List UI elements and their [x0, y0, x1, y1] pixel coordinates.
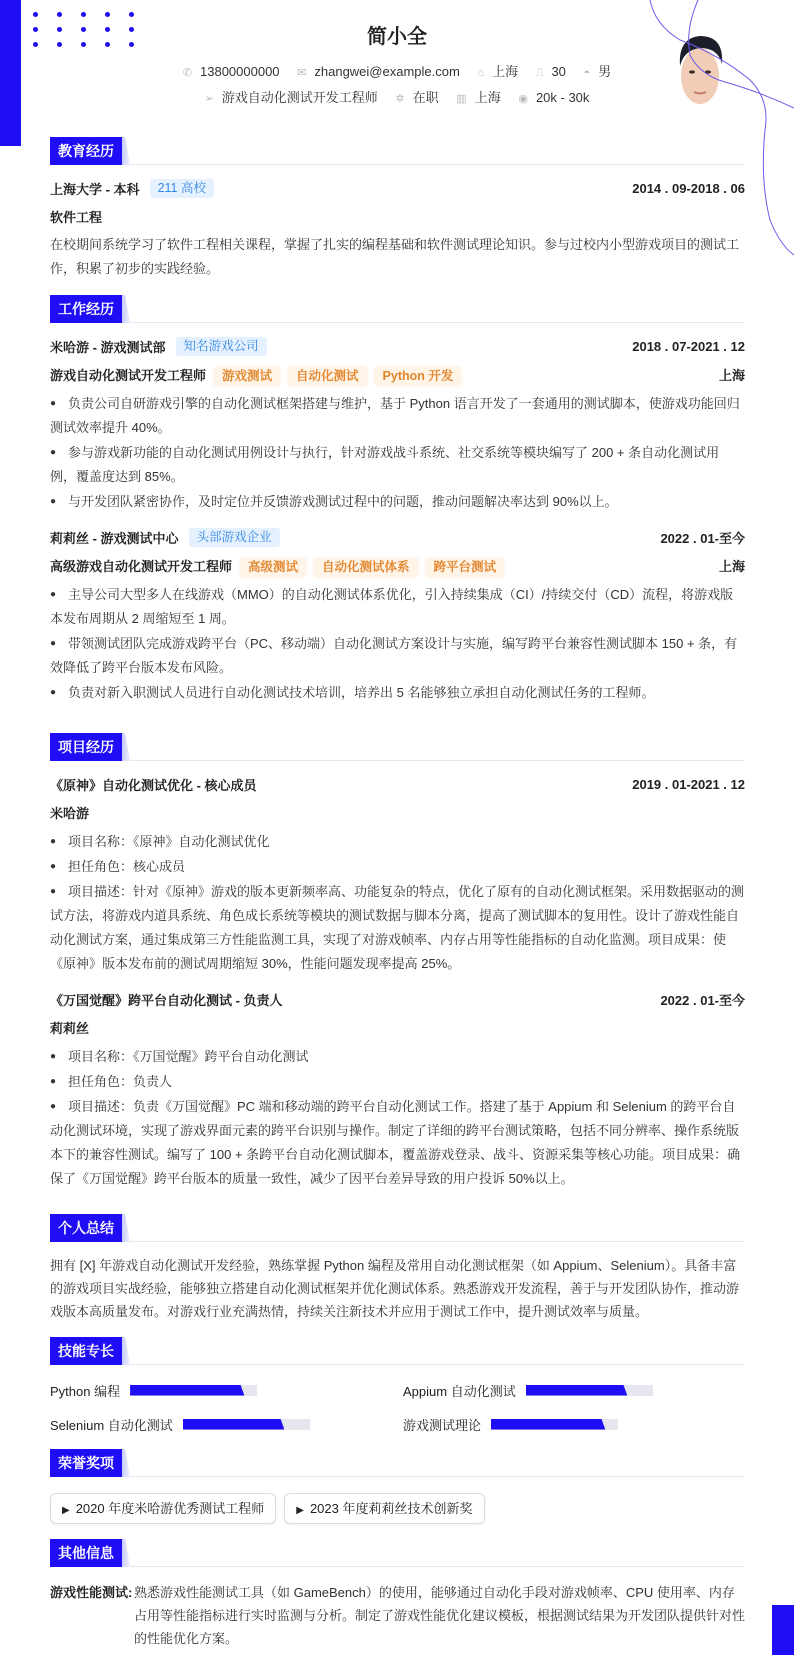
major: 软件工程 [50, 210, 103, 225]
skill-name: Appium 自动化测试 [403, 1383, 516, 1399]
section-header [50, 1337, 745, 1365]
skill-name: Python 编程 [50, 1383, 121, 1399]
section-title: 个人总结 [50, 1214, 122, 1242]
job-city: 上海 [718, 559, 745, 574]
gender-text: 男 [598, 64, 612, 79]
education-section [50, 137, 745, 281]
gender-icon: ◓ [583, 67, 591, 79]
section-title: 荣誉奖项 [50, 1449, 122, 1477]
skill-level-bar [526, 1385, 653, 1396]
list-item: ● 项目名称：《原神》自动化测试优化 [50, 834, 270, 849]
project-org: 米哈游 [50, 806, 90, 821]
project-date: 2019 . 01-2021 . 12 [632, 776, 745, 792]
company-name: 米哈游 - 游戏测试部 [50, 339, 166, 355]
skill-item [403, 1379, 745, 1401]
summary-text: 拥有 [X] 年游戏自动化测试开发经验，熟练掌握 Python 编程及常用自动化测试框架（如 Appium、Selenium）。具备丰富的游戏项目实战经验，能够独立搭建自动化测试框架并优化测试体系。熟悉游戏开发流程，善于与开发团队协作，推动游戏版本高质量发布。对游戏行业充满热情，持续关注新技术并应用于测试工作中，提升测试效率与质量。 [50, 1258, 740, 1319]
intent-city: 上海 [474, 90, 501, 105]
age-icon: ⎍ [535, 67, 544, 79]
skill-tag: Python 开发 [375, 367, 462, 386]
status-icon: ✲ [395, 93, 405, 105]
project-item [50, 773, 745, 976]
skill-level-bar [183, 1419, 310, 1430]
project-date: 2022 . 01-至今 [660, 992, 745, 1008]
skill-item [50, 1413, 403, 1435]
skill-tag: 跨平台测试 [426, 558, 505, 577]
section-title: 工作经历 [50, 295, 122, 323]
section-title: 技能专长 [50, 1337, 122, 1365]
job-intent-row [0, 87, 794, 106]
job-item [50, 335, 745, 514]
salary-icon: ◉ [518, 93, 528, 105]
list-item: ● 担任角色：核心成员 [50, 859, 186, 874]
project-name: 《万国觉醒》跨平台自动化测试 - 负责人 [50, 992, 283, 1008]
bottom-right-accent-bar [772, 1605, 794, 1655]
skill-tag: 自动化测试 [288, 367, 367, 386]
skill-level-bar [491, 1419, 618, 1430]
section-title: 其他信息 [50, 1539, 122, 1567]
project-section [50, 733, 745, 1192]
award-item[interactable]: ▶ 2023 年度莉莉丝技术创新奖 [284, 1493, 484, 1524]
phone-text: 13800000000 [200, 64, 280, 79]
other-info-key: 游戏性能测试: [50, 1585, 133, 1600]
company-tag: 知名游戏公司 [176, 337, 267, 356]
age-text: 30 [551, 64, 566, 79]
contact-row [0, 61, 794, 80]
job-item [50, 526, 745, 705]
triangle-right-icon: ▶ [296, 1505, 304, 1516]
other-section [50, 1539, 745, 1650]
intent-salary: 20k - 30k [535, 90, 590, 105]
education-date: 2014 . 09-2018 . 06 [632, 180, 745, 196]
company-name: 莉莉丝 - 游戏测试中心 [50, 530, 179, 546]
list-item: ● 项目名称：《万国觉醒》跨平台自动化测试 [50, 1049, 309, 1064]
school-name: 上海大学 - 本科 [50, 181, 140, 197]
summary-section [50, 1214, 745, 1323]
skills-section [50, 1337, 745, 1435]
skill-level-fill [491, 1419, 605, 1430]
skill-tag: 游戏测试 [214, 367, 280, 386]
email-text: zhangwei@example.com [314, 64, 460, 79]
job-date: 2022 . 01-至今 [660, 530, 745, 546]
job-city: 上海 [718, 368, 745, 383]
section-header [50, 1539, 745, 1567]
project-org: 莉莉丝 [50, 1021, 90, 1036]
section-header [50, 733, 745, 761]
phone-icon: ✆ [182, 67, 192, 79]
list-item: ● 项目描述：针对《原神》游戏的版本更新频率高、功能复杂的特点，优化了原有的自动化测试框架。采用数据驱动的测试方法，将游戏内道具系统、角色成长系统等模块的测试数据与脚本分离，提高了测试脚本的复用性。设计了游戏性能自动化测试方案，通过集成第三方性能监测工具，实现了对游戏帧率、内存占用等性能指标的自动化监测。项目成果：使《原神》版本发布前的测试周期缩短 30%，性能问题发现率提高 25%。 [50, 884, 745, 971]
skill-level-fill [526, 1385, 628, 1396]
list-item: ● 项目描述：负责《万国觉醒》PC 端和移动端的跨平台自动化测试工作。搭建了基于 Appium 和 Selenium 的跨平台自动化测试环境，实现了游戏界面元素的跨平台识别与操作。制定了详细的跨平台测试策略，包括不同分辨率、操作系统版本下的兼容性测试。编写了 100 + 条跨平台自动化测试脚本，覆盖游戏登录、战斗、资源采集等核心功能。项目成果：确保了《万国觉醒》跨平台版本的质量一致性，减少了因平台差异导致的用户投诉 50%以上。 [50, 1099, 741, 1186]
section-header [50, 1214, 745, 1242]
skill-tag: 高级测试 [240, 558, 306, 577]
award-item[interactable]: ▶ 2020 年度米哈游优秀测试工程师 [50, 1493, 276, 1524]
list-item: ● 负责对新入职测试人员进行自动化测试技术培训，培养出 5 名能够独立承担自动化测试任务的工程师。 [50, 685, 655, 700]
list-item: ● 与开发团队紧密协作，及时定位并反馈游戏测试过程中的问题，推动问题解决率达到 90%以上。 [50, 494, 618, 509]
project-name: 《原神》自动化测试优化 - 核心成员 [50, 777, 257, 793]
email-icon: ✉ [297, 67, 307, 79]
location-text: 上海 [492, 64, 519, 79]
school-tag: 211 高校 [150, 179, 214, 198]
section-header [50, 295, 745, 323]
skill-name: Selenium 自动化测试 [50, 1417, 173, 1433]
section-title: 教育经历 [50, 137, 122, 165]
job-status: 在职 [412, 90, 439, 105]
work-section [50, 295, 745, 706]
job-date: 2018 . 07-2021 . 12 [632, 338, 745, 354]
project-item [50, 988, 745, 1191]
section-title: 项目经历 [50, 733, 122, 761]
section-header [50, 137, 745, 165]
list-item: ● 带领测试团队完成游戏跨平台（PC、移动端）自动化测试方案设计与实施，编写跨平台兼容性测试脚本 150 + 条，有效降低了跨平台版本发布风险。 [50, 636, 738, 675]
list-item: ● 担任角色：负责人 [50, 1074, 173, 1089]
skill-name: 游戏测试理论 [403, 1417, 482, 1433]
send-icon: ➢ [204, 93, 214, 105]
resume-name: 简小全 [367, 26, 427, 48]
list-item: ● 主导公司大型多人在线游戏（MMO）的自动化测试体系优化，引入持续集成（CI）/持续交付（CD）流程，将游戏版本发布周期从 2 周缩短至 1 周。 [50, 587, 734, 626]
job-role: 游戏自动化测试开发工程师 [50, 368, 207, 383]
skill-level-bar [130, 1385, 257, 1396]
other-info-value: 熟悉游戏性能测试工具（如 GameBench）的使用，能够通过自动化手段对游戏帧率、CPU 使用率、内存占用等性能指标进行实时监测与分析。制定了游戏性能优化建议模板，根据测试结果为开发团队提供针对性的性能优化方案。 [134, 1585, 746, 1646]
skill-tag: 自动化测试体系 [314, 558, 418, 577]
skill-item [403, 1413, 745, 1435]
other-info-item [50, 1581, 745, 1650]
home-icon: ⌂ [477, 67, 485, 79]
list-item: ● 参与游戏新功能的自动化测试用例设计与执行，针对游戏战斗系统、社交系统等模块编写了 200 + 条自动化测试用例，覆盖度达到 85%。 [50, 445, 720, 484]
list-item: ● 负责公司自研游戏引擎的自动化测试框架搭建与维护，基于 Python 语言开发了一套通用的测试脚本，使游戏功能回归测试效率提升 40%。 [50, 396, 740, 435]
job-role: 高级游戏自动化测试开发工程师 [50, 559, 233, 574]
education-description: 在校期间系统学习了软件工程相关课程，掌握了扎实的编程基础和软件测试理论知识。参与过校内小型游戏项目的测试工作，积累了初步的实践经验。 [50, 237, 740, 276]
skill-level-fill [183, 1419, 285, 1430]
building-icon: ▥ [456, 93, 467, 105]
honors-section [50, 1449, 745, 1524]
skill-level-fill [130, 1385, 244, 1396]
section-header [50, 1449, 745, 1477]
skill-item [50, 1379, 403, 1401]
company-tag: 头部游戏企业 [189, 528, 280, 547]
intent-position: 游戏自动化测试开发工程师 [221, 90, 378, 105]
triangle-right-icon: ▶ [62, 1505, 70, 1516]
